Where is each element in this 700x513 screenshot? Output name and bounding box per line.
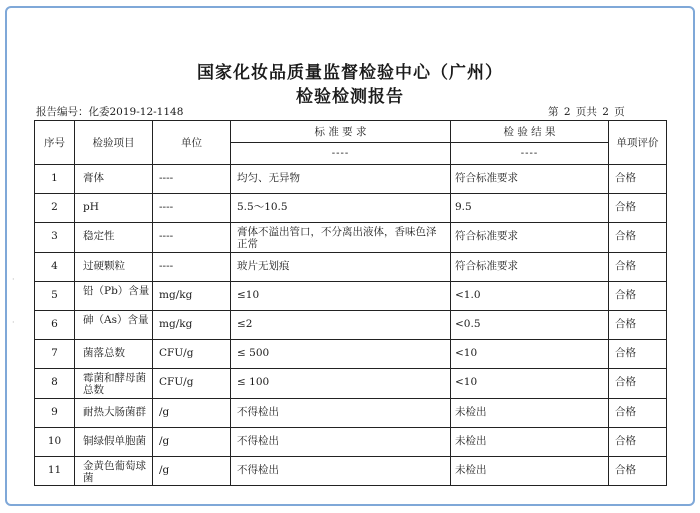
report-subtitle: 检验检测报告 <box>296 87 404 107</box>
cell-standard: 不得检出 <box>231 427 451 456</box>
cell-item: 砷（As）含量 <box>75 310 153 339</box>
cell-unit: ---- <box>153 194 231 223</box>
cell-item: 过硬颗粒 <box>75 252 153 281</box>
table-row <box>35 427 667 456</box>
cell-no: 3 <box>35 223 75 252</box>
cell-result: <10 <box>451 340 609 369</box>
table-row <box>35 194 667 223</box>
col-header-result: 检 验 结 果 <box>451 121 609 143</box>
cell-unit: /g <box>153 427 231 456</box>
cell-no: 11 <box>35 456 75 485</box>
cell-evaluation: 合格 <box>609 194 667 223</box>
cell-result: <0.5 <box>451 310 609 339</box>
cell-unit: ---- <box>153 223 231 252</box>
cell-item: 铅（Pb）含量 <box>75 281 153 310</box>
table-row <box>35 310 667 339</box>
cell-item: 稳定性 <box>75 223 153 252</box>
col-header-unit: 单位 <box>153 121 231 165</box>
margin-mark: · <box>12 318 15 327</box>
cell-standard: ≤ 500 <box>231 340 451 369</box>
table-row <box>35 340 667 369</box>
cell-item: 金黄色葡萄球菌 <box>75 456 153 485</box>
cell-result: <10 <box>451 369 609 398</box>
cell-no: 8 <box>35 369 75 398</box>
cell-evaluation: 合格 <box>609 223 667 252</box>
cell-unit: CFU/g <box>153 340 231 369</box>
cell-unit: CFU/g <box>153 369 231 398</box>
cell-standard: ≤2 <box>231 310 451 339</box>
cell-result: 符合标准要求 <box>451 165 609 194</box>
inspection-table <box>34 120 667 486</box>
cell-result: 未检出 <box>451 427 609 456</box>
table-row <box>35 281 667 310</box>
cell-no: 10 <box>35 427 75 456</box>
result-subheader: ---- <box>451 143 609 165</box>
cell-evaluation: 合格 <box>609 456 667 485</box>
col-header-no: 序号 <box>35 121 75 165</box>
col-header-evaluation: 单项评价 <box>609 121 667 165</box>
cell-evaluation: 合格 <box>609 252 667 281</box>
cell-unit: ---- <box>153 165 231 194</box>
cell-unit: /g <box>153 456 231 485</box>
cell-result: 符合标准要求 <box>451 223 609 252</box>
cell-item: 霉菌和酵母菌总数 <box>75 369 153 398</box>
cell-item: 铜绿假单胞菌 <box>75 427 153 456</box>
table-row <box>35 223 667 252</box>
col-header-standard: 标 准 要 求 <box>231 121 451 143</box>
cell-result: 未检出 <box>451 398 609 427</box>
cell-no: 2 <box>35 194 75 223</box>
cell-unit: ---- <box>153 252 231 281</box>
cell-evaluation: 合格 <box>609 281 667 310</box>
cell-item: pH <box>75 194 153 223</box>
cell-result: 9.5 <box>451 194 609 223</box>
report-number: 报告编号：化委2019-12-1148 <box>36 106 184 118</box>
page-current: 2 <box>563 106 571 118</box>
cell-item: 菌落总数 <box>75 340 153 369</box>
cell-evaluation: 合格 <box>609 340 667 369</box>
page-mid: 页共 <box>575 106 597 118</box>
cell-evaluation: 合格 <box>609 165 667 194</box>
cell-no: 4 <box>35 252 75 281</box>
cell-unit: mg/kg <box>153 310 231 339</box>
cell-unit: /g <box>153 398 231 427</box>
page-total: 2 <box>602 106 609 118</box>
cell-standard: 玻片无划痕 <box>231 252 451 281</box>
cell-evaluation: 合格 <box>609 369 667 398</box>
table-row <box>35 369 667 398</box>
table-row <box>35 456 667 485</box>
cell-evaluation: 合格 <box>609 310 667 339</box>
cell-standard: ≤10 <box>231 281 451 310</box>
report-title: 国家化妆品质量监督检验中心（广州） <box>197 63 503 83</box>
cell-standard: 不得检出 <box>231 398 451 427</box>
cell-result: 未检出 <box>451 456 609 485</box>
cell-result: <1.0 <box>451 281 609 310</box>
standard-subheader: ---- <box>231 143 451 165</box>
page-prefix: 第 <box>548 106 559 118</box>
page-indicator <box>548 104 625 119</box>
table-row <box>35 398 667 427</box>
cell-standard: 膏体不溢出管口，不分离出液体，香味色泽正常 <box>231 223 451 252</box>
page-suffix: 页 <box>614 106 625 118</box>
table-row <box>35 165 667 194</box>
cell-unit: mg/kg <box>153 281 231 310</box>
table-row <box>35 252 667 281</box>
margin-mark: · <box>12 275 15 284</box>
cell-standard: ≤ 100 <box>231 369 451 398</box>
cell-standard: 不得检出 <box>231 456 451 485</box>
cell-no: 9 <box>35 398 75 427</box>
cell-item: 耐热大肠菌群 <box>75 398 153 427</box>
cell-no: 7 <box>35 340 75 369</box>
cell-standard: 5.5～10.5 <box>231 194 451 223</box>
cell-evaluation: 合格 <box>609 398 667 427</box>
cell-no: 5 <box>35 281 75 310</box>
cell-no: 1 <box>35 165 75 194</box>
cell-item: 膏体 <box>75 165 153 194</box>
cell-standard: 均匀、无异物 <box>231 165 451 194</box>
cell-evaluation: 合格 <box>609 427 667 456</box>
cell-no: 6 <box>35 310 75 339</box>
cell-result: 符合标准要求 <box>451 252 609 281</box>
col-header-item: 检验项目 <box>75 121 153 165</box>
